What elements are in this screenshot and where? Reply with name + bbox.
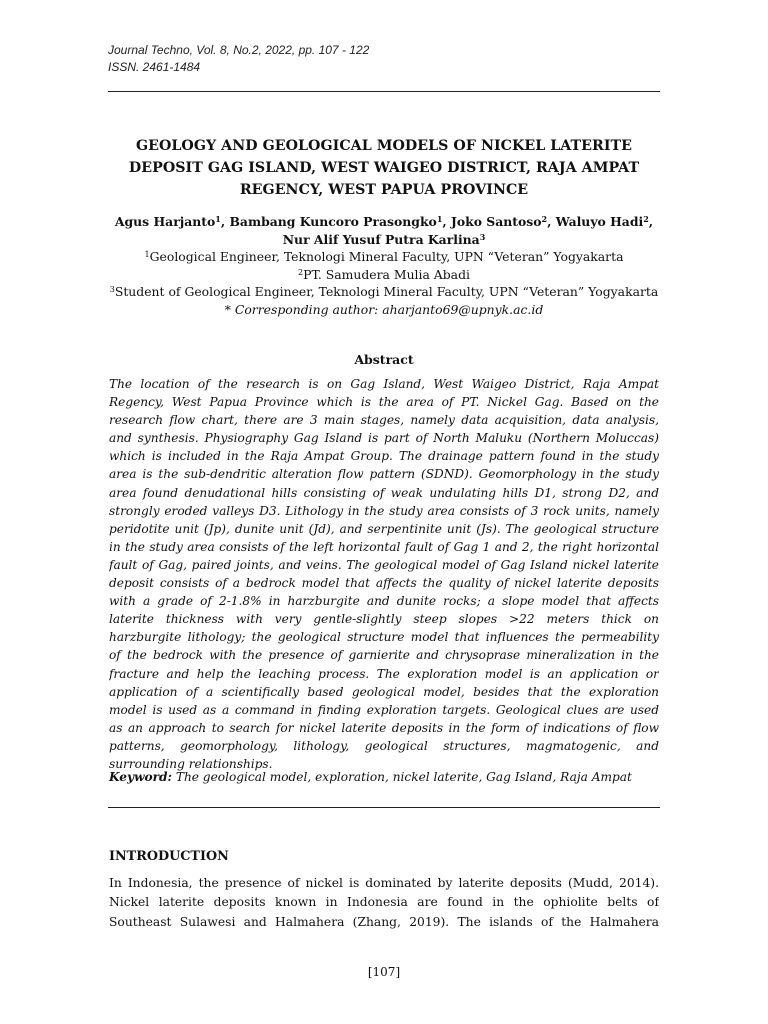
abstract-line: laterite thickness with very gentle-slightly steep slopes >22 meters thick on	[109, 612, 659, 627]
author-name: , Waluyo Hadi	[547, 214, 644, 229]
abstract-line: which is included in the Raja Ampat Group. The drainage pattern found in the study	[109, 449, 659, 464]
author-name: , Joko Santoso	[442, 214, 542, 229]
abstract-line: deposit consists of a bedrock model that affects the quality of nickel laterite deposits	[109, 576, 659, 591]
abstract-line: strongly eroded valleys D3. Lithology in the study area consists of 3 rock units, namely	[109, 503, 659, 518]
abstract-line: Regency, West Papua Province which is the area of PT. Nickel Gag. Based on the	[109, 395, 659, 410]
author-name: , Bambang Kuncoro Prasongko	[220, 214, 437, 229]
abstract-line: as an approach to search for nickel laterite deposits in the form of indications of flow	[109, 720, 659, 735]
abstract-line: The location of the research is on Gag Island, West Waigeo District, Raja Ampat	[109, 377, 659, 391]
author-affiliation-mark: 1	[215, 214, 221, 224]
abstract-line: and synthesis. Physiography Gag Island is part of North Maluku (Northern Moluccas)	[109, 431, 659, 446]
author-name: Agus Harjanto	[114, 214, 216, 229]
affiliation-mark: 2	[298, 267, 304, 277]
abstract-line: peridotite unit (Jp), dunite unit (Jd), and serpentinite unit (Js). The geological structure	[109, 521, 659, 536]
abstract-line: research flow chart, there are 3 main stages, namely data acquisition, data analysis,	[109, 413, 659, 428]
abstract-line: patterns, geomorphology, lithology, geological structures, magmatogenic, and	[109, 738, 659, 753]
keyword-text: The geological model, exploration, nickel laterite, Gag Island, Raja Ampat	[171, 770, 632, 784]
corresponding-author: * Corresponding author: aharjanto69@upnyk.ac.id	[224, 301, 544, 317]
abstract-line: surrounding relationships.	[109, 756, 273, 771]
affiliation-mark: 3	[109, 285, 115, 294]
abstract-line: model is used as a command in finding exploration targets. Geological clues are used	[109, 702, 659, 717]
author-affiliation-mark: 3	[479, 231, 486, 242]
affiliation-text: Student of Geological Engineer, Teknologi Mineral Faculty, UPN “Veteran” Yogyakarta	[114, 284, 659, 299]
author-name: Nur Alif Yusuf Putra Karlina	[282, 231, 480, 247]
author-names-line-1	[100, 213, 668, 231]
keyword-label: Keyword:	[109, 770, 172, 784]
affiliation	[100, 248, 668, 266]
author-affiliation-mark: 2	[643, 214, 649, 224]
affiliation	[100, 266, 668, 284]
title-line: DEPOSIT GAG ISLAND, WEST WAIGEO DISTRICT, RAJA AMPAT	[128, 160, 640, 176]
abstract-line: fault of Gag, paired joints, and veins. The geological model of Gag Island nickel laterite	[109, 557, 659, 572]
journal-issn: ISSN. 2461-1484	[108, 60, 201, 74]
page-number: [107]	[367, 965, 401, 979]
affiliation-text: Geological Engineer, Teknologi Mineral Faculty, UPN “Veteran” Yogyakarta	[149, 249, 624, 264]
abstract-line: application of a scientifically based geological model, besides that the exploration	[109, 684, 659, 699]
abstract-line: in the study area consists of the left horizontal fault of Gag 1 and 2, the right horizontal	[109, 539, 659, 554]
author-affiliation-mark: 1	[436, 214, 443, 224]
introduction-line: Nickel laterite deposits known in Indonesia are found in the ophiolite belts of	[109, 895, 659, 910]
keywords	[109, 770, 632, 784]
journal-header	[108, 42, 369, 76]
abstract-line: fracture and help the leaching process. The exploration model is an application or	[109, 666, 659, 681]
journal-citation: Journal Techno, Vol. 8, No.2, 2022, pp. 107 - 122	[108, 43, 370, 57]
title-line: GEOLOGY AND GEOLOGICAL MODELS OF NICKEL LATERITE	[135, 138, 633, 154]
introduction-line: Southeast Sulawesi and Halmahera (Zhang, 2019). The islands of the Halmahera	[109, 914, 659, 929]
abstract-line: area is the sub-dendritic alteration flow pattern (SDND). Geomorphology in the study	[109, 467, 659, 482]
affiliation-text: PT. Samudera Mulia Abadi	[303, 266, 470, 282]
abstract-line: of the bedrock with the presence of garnierite and chrysoprase mineralization in the	[109, 648, 659, 663]
title-line: REGENCY, WEST PAPUA PROVINCE	[239, 182, 529, 198]
author-block	[100, 213, 668, 318]
introduction-body	[109, 874, 659, 932]
header-divider	[108, 91, 660, 92]
affiliation	[100, 283, 668, 301]
author-affiliation-mark: 2	[541, 214, 548, 224]
introduction-line: In Indonesia, the presence of nickel is dominated by laterite deposits (Mudd, 2014).	[109, 876, 659, 890]
affiliation-mark: 1	[144, 250, 150, 259]
author-separator: ,	[648, 214, 654, 229]
abstract-line: area found denudational hills consisting of weak undulating hills D1, strong D2, and	[109, 485, 659, 500]
abstract-divider	[108, 807, 660, 808]
introduction-heading: INTRODUCTION	[109, 849, 229, 864]
abstract-heading: Abstract	[354, 352, 414, 367]
abstract-line: with a grade of 2-1.8% in harzburgite and dunite rocks; a slope model that affects	[109, 594, 659, 609]
author-names-line-2	[100, 231, 668, 249]
paper-title	[108, 135, 660, 201]
abstract-line: harzburgite lithology; the geological structure model that influences the permeability	[109, 630, 659, 645]
abstract-body	[109, 375, 659, 773]
